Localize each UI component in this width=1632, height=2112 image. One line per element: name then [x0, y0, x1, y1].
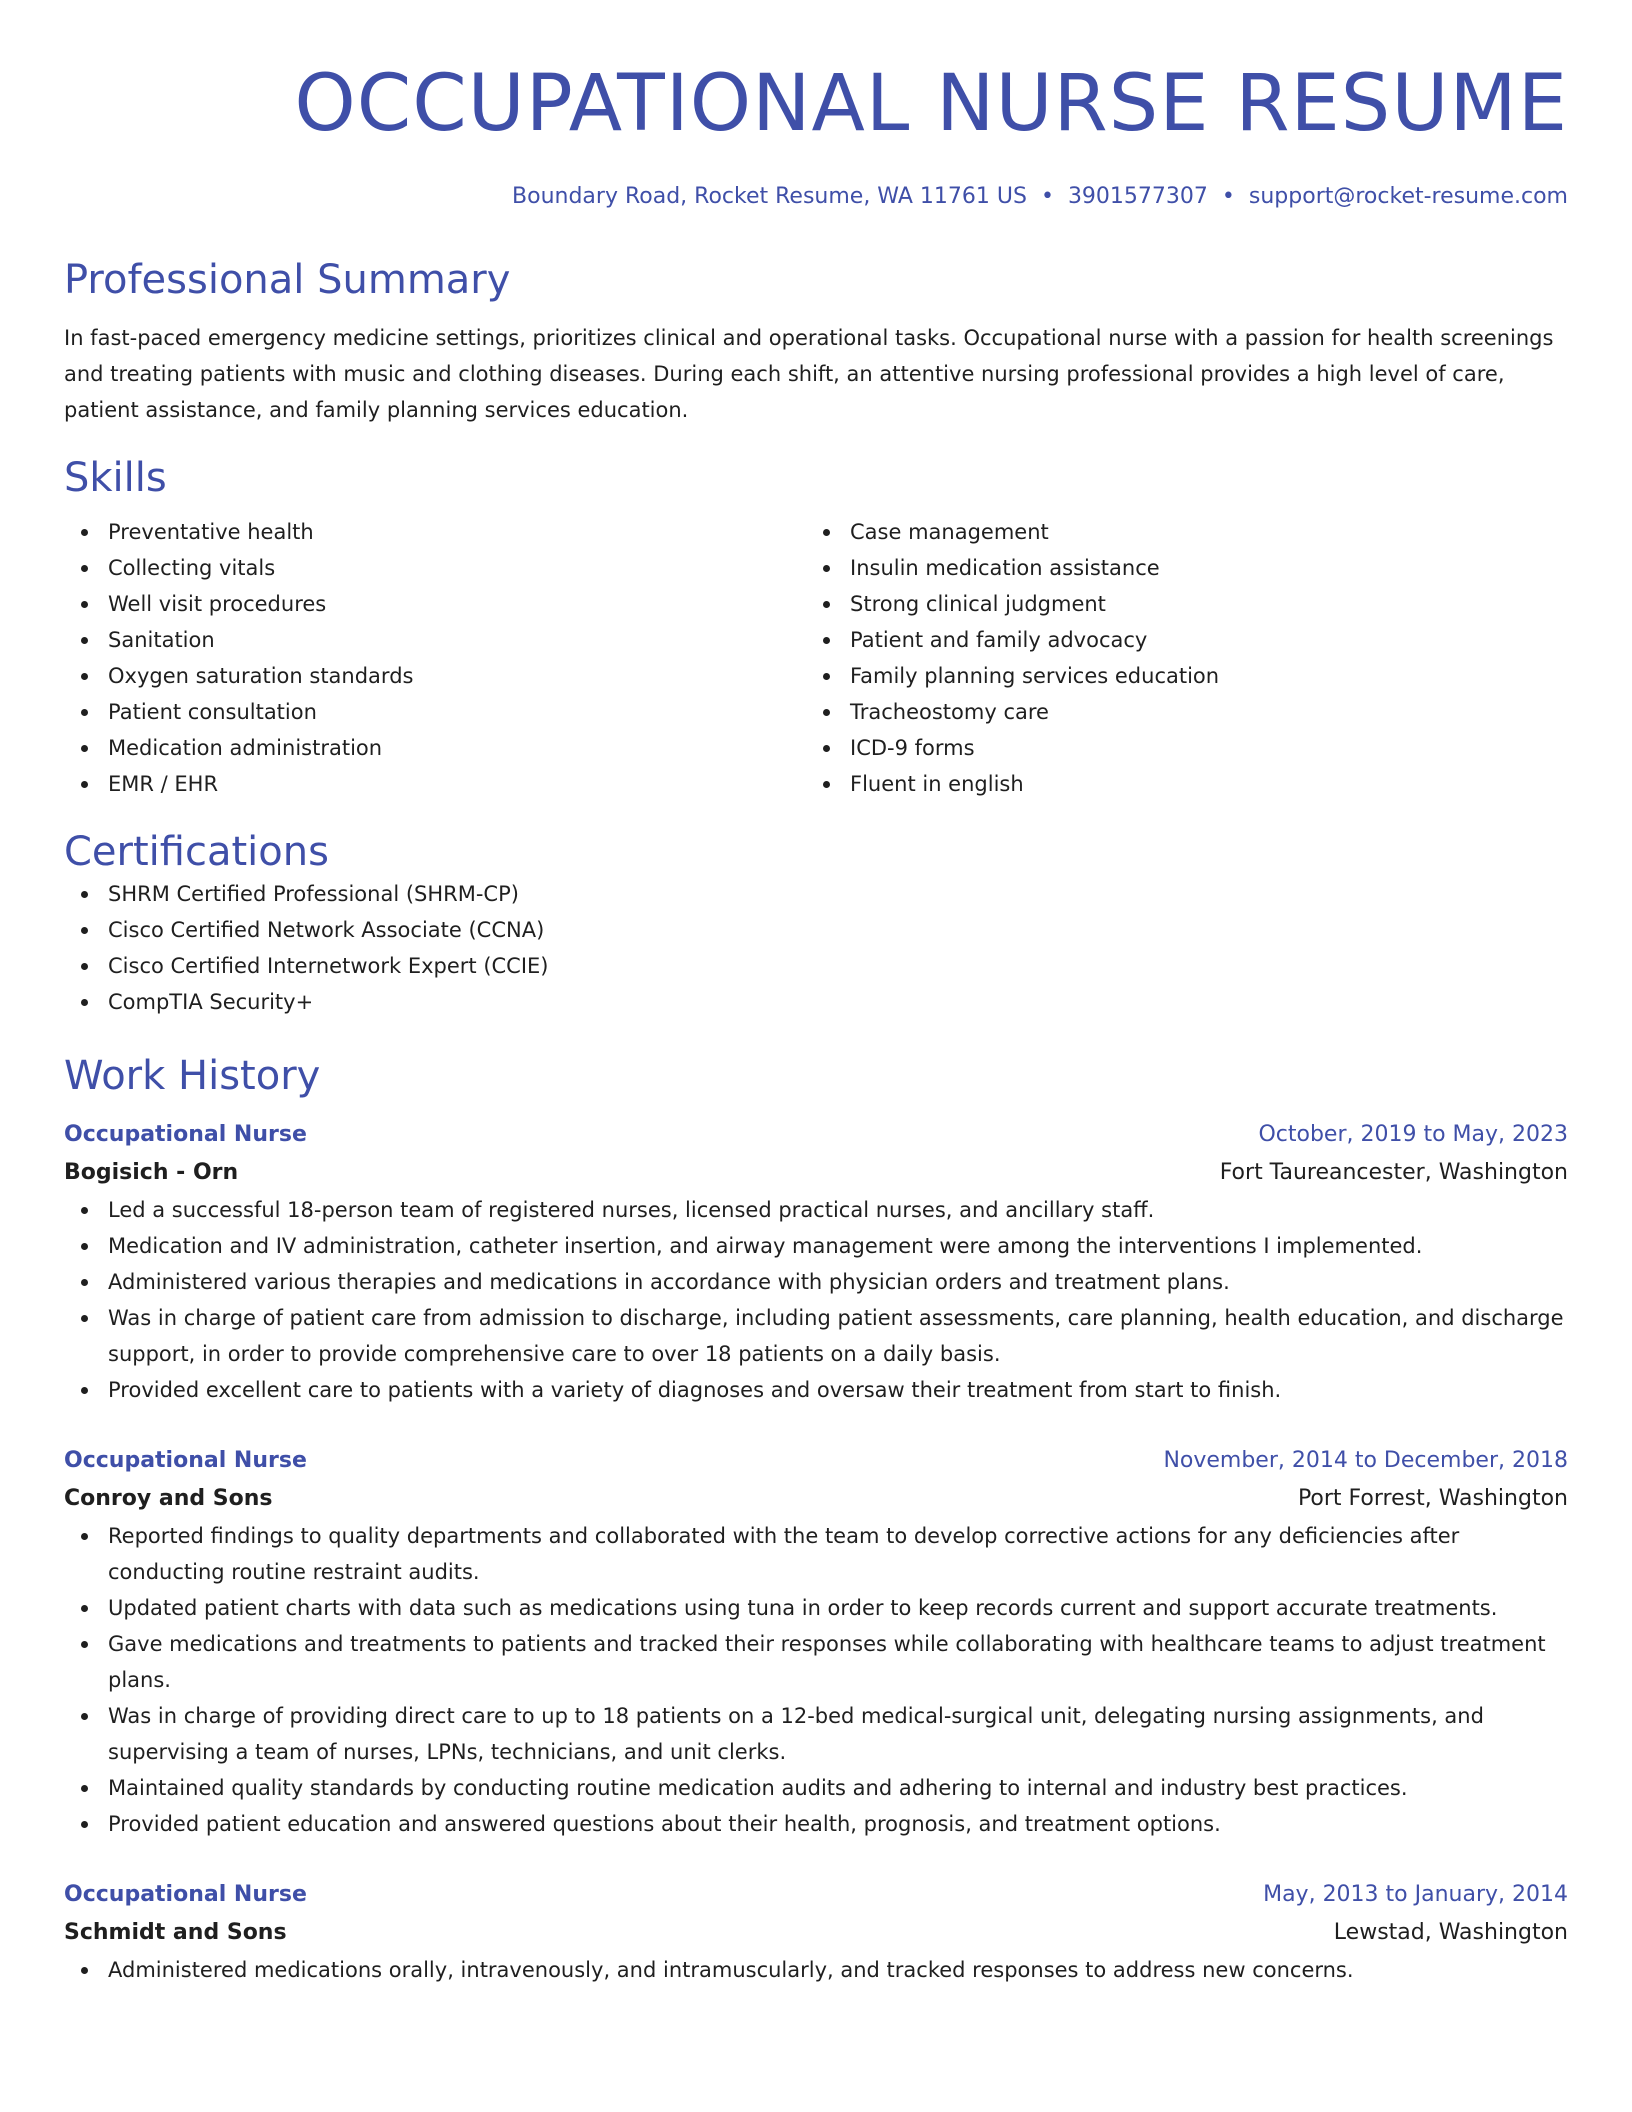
job-title: Occupational Nurse — [64, 1122, 307, 1147]
contact-address: Boundary Road, Rocket Resume, WA 11761 US — [512, 184, 1027, 209]
job-entry — [64, 1116, 1568, 1408]
skill-item: Family planning services education — [806, 658, 1548, 694]
job-location: Fort Taureancester, Washington — [1219, 1160, 1568, 1185]
certifications-heading: Certifications — [64, 829, 329, 875]
job-entry — [64, 1876, 1568, 1988]
skill-item: Insulin medication assistance — [806, 550, 1548, 586]
job-bullet: Maintained quality standards by conducting routine medication audits and adhering to internal and industry best practices. — [64, 1770, 1568, 1806]
skills-list-left — [64, 514, 806, 802]
skill-item: Oxygen saturation standards — [64, 658, 806, 694]
skill-item: Strong clinical judgment — [806, 586, 1548, 622]
work-history-heading: Work History — [64, 1053, 321, 1099]
job-bullet: Administered various therapies and medications in accordance with physician orders and treatment plans. — [64, 1264, 1568, 1300]
job-bullet: Administered medications orally, intravenously, and intramuscularly, and tracked responses to address new concerns. — [64, 1952, 1568, 1988]
certification-item: CompTIA Security+ — [64, 984, 1568, 1020]
job-company: Schmidt and Sons — [64, 1920, 287, 1945]
job-company: Conroy and Sons — [64, 1486, 273, 1511]
job-bullet: Reported findings to quality departments and collaborated with the team to develop corrective actions for any deficiencies after conducting routine restraint audits. — [64, 1518, 1568, 1590]
skill-item: ICD-9 forms — [806, 730, 1548, 766]
certifications-list — [64, 876, 1568, 1020]
job-header-row — [64, 1116, 1568, 1154]
job-bullet: Was in charge of providing direct care to up to 18 patients on a 12-bed medical-surgical unit, delegating nursing assignments, and supervising a team of nurses, LPNs, technicians, and unit clerks. — [64, 1698, 1568, 1770]
summary-heading: Professional Summary — [64, 257, 511, 303]
job-bullets — [64, 1952, 1568, 1988]
job-bullet: Updated patient charts with data such as medications using tuna in order to keep records current and support accurate treatments. — [64, 1590, 1568, 1626]
contact-separator: • — [1040, 184, 1054, 209]
skill-item: EMR / EHR — [64, 766, 806, 802]
job-bullet: Provided patient education and answered questions about their health, prognosis, and treatment options. — [64, 1806, 1568, 1842]
certification-item: Cisco Certified Network Associate (CCNA) — [64, 912, 1568, 948]
skill-item: Preventative health — [64, 514, 806, 550]
job-company-row — [64, 1154, 1568, 1192]
job-dates: May, 2013 to January, 2014 — [1263, 1882, 1568, 1907]
job-bullets — [64, 1518, 1568, 1842]
job-company-row — [64, 1914, 1568, 1952]
contact-line — [64, 182, 1568, 212]
job-dates: November, 2014 to December, 2018 — [1163, 1448, 1568, 1473]
job-location: Lewstad, Washington — [1333, 1920, 1568, 1945]
skills-columns — [64, 514, 1568, 802]
job-header-row — [64, 1442, 1568, 1480]
job-bullet: Medication and IV administration, catheter insertion, and airway management were among the interventions I implemented. — [64, 1228, 1568, 1264]
job-bullets — [64, 1192, 1568, 1408]
certification-item: Cisco Certified Internetwork Expert (CCIE) — [64, 948, 1568, 984]
resume-title: OCCUPATIONAL NURSE RESUME — [294, 59, 1568, 149]
skills-heading: Skills — [64, 455, 167, 501]
skill-item: Case management — [806, 514, 1548, 550]
job-dates: October, 2019 to May, 2023 — [1258, 1122, 1568, 1147]
summary-text: In fast-paced emergency medicine settings, prioritizes clinical and operational tasks. Occupational nurse with a passion for health screenings and treating patients with music and clothing diseases. During each shift, an attentive nursing professional provides a high level of care, patient assistance, and family planning services education. — [64, 326, 1554, 422]
job-entry — [64, 1442, 1568, 1842]
skill-item: Collecting vitals — [64, 550, 806, 586]
skill-item: Tracheostomy care — [806, 694, 1548, 730]
contact-email[interactable]: support@rocket-resume.com — [1248, 184, 1568, 209]
contact-separator: • — [1221, 184, 1235, 209]
skill-item: Well visit procedures — [64, 586, 806, 622]
skill-item: Patient and family advocacy — [806, 622, 1548, 658]
contact-phone: 3901577307 — [1067, 184, 1208, 209]
skill-item: Medication administration — [64, 730, 806, 766]
job-header-row — [64, 1876, 1568, 1914]
skill-item: Sanitation — [64, 622, 806, 658]
certification-item: SHRM Certified Professional (SHRM-CP) — [64, 876, 1568, 912]
job-bullet: Gave medications and treatments to patients and tracked their responses while collaborating with healthcare teams to adjust treatment plans. — [64, 1626, 1568, 1698]
job-bullet: Provided excellent care to patients with a variety of diagnoses and oversaw their treatment from start to finish. — [64, 1372, 1568, 1408]
skill-item: Patient consultation — [64, 694, 806, 730]
job-bullet: Led a successful 18-person team of registered nurses, licensed practical nurses, and ancillary staff. — [64, 1192, 1568, 1228]
skill-item: Fluent in english — [806, 766, 1548, 802]
resume-header — [64, 0, 1568, 212]
job-company-row — [64, 1480, 1568, 1518]
job-company: Bogisich - Orn — [64, 1160, 239, 1185]
skills-list-right — [806, 514, 1548, 802]
job-location: Port Forrest, Washington — [1297, 1486, 1568, 1511]
job-title: Occupational Nurse — [64, 1882, 307, 1907]
job-title: Occupational Nurse — [64, 1448, 307, 1473]
job-bullet: Was in charge of patient care from admission to discharge, including patient assessments, care planning, health education, and discharge support, in order to provide comprehensive care to over 18 patients on a daily basis. — [64, 1300, 1568, 1372]
